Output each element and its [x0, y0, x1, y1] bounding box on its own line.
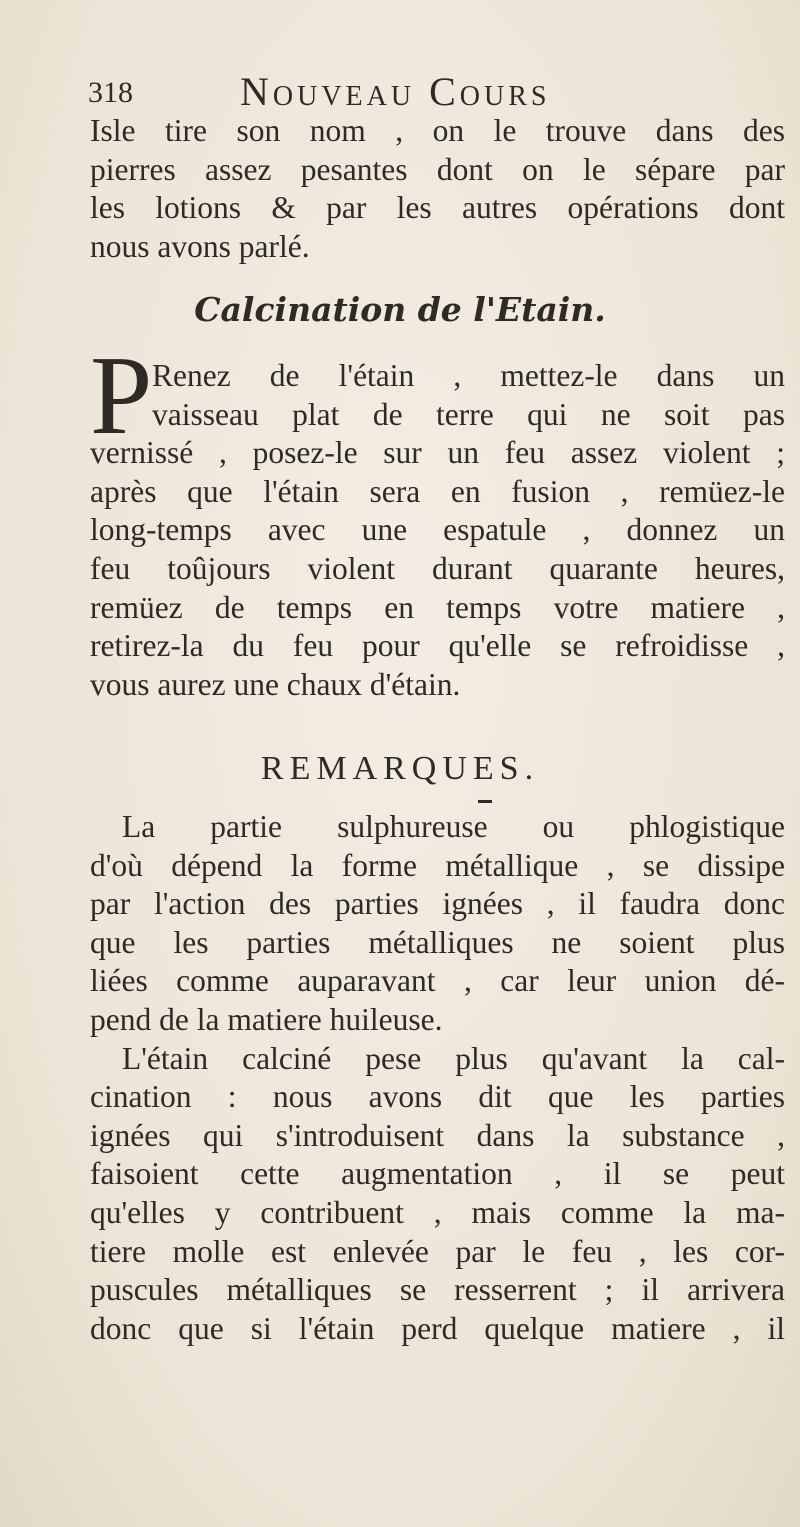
- text-line: que les parties métalliques ne soient plus: [90, 924, 785, 960]
- text-line: d'où dépend la forme métallique , se dissipe: [90, 847, 785, 883]
- text-line: puscules métalliques se resserrent ; il arrivera: [90, 1272, 785, 1308]
- remarks-heading: REMARQUES.: [260, 750, 540, 787]
- text-line: remüez de temps en temps votre matiere ,: [90, 589, 785, 625]
- text-line: cination : nous avons dit que les parties: [90, 1079, 785, 1115]
- text-line: les lotions & par les autres opérations dont: [90, 190, 785, 226]
- text-line: vous aurez une chaux d'étain.: [90, 666, 461, 702]
- text-line: nous avons parlé.: [90, 228, 310, 264]
- text-line: après que l'étain sera en fusion , remüez-le: [90, 473, 785, 509]
- text-line: La partie sulphureuse ou phlogistique: [122, 809, 785, 844]
- text-line: liées comme auparavant , car leur union dé-: [90, 963, 785, 999]
- intro-paragraph: [90, 112, 785, 266]
- text-line: retirez-la du feu pour qu'elle se refroidisse ,: [90, 628, 785, 664]
- text-line: tiere molle est enlevée par le feu , les cor-: [90, 1233, 785, 1269]
- text-line: pierres assez pesantes dont on le sépare par: [90, 151, 785, 187]
- section-heading: Calcination de l'Etain.: [194, 290, 606, 329]
- recipe-paragraph: [90, 357, 785, 704]
- text-line: ignées qui s'introduisent dans la substance ,: [90, 1117, 785, 1153]
- text-line: donc que si l'étain perd quelque matiere , il: [90, 1310, 785, 1346]
- text-line: Isle tire son nom , on le trouve dans des: [90, 113, 785, 148]
- text-line: qu'elles y contribuent , mais comme la ma-: [90, 1194, 785, 1230]
- drop-cap: P: [90, 334, 153, 458]
- text-line: par l'action des parties ignées , il faudra donc: [90, 886, 785, 922]
- remarks-paragraph: [90, 808, 785, 1348]
- text-line: faisoient cette augmentation , il se peut: [90, 1156, 785, 1192]
- page-number: 318: [88, 76, 133, 109]
- text-line: feu toûjours violent durant quarante heures,: [90, 550, 785, 586]
- running-title: Nouveau Cours: [240, 69, 551, 114]
- text-line: vernissé , posez-le sur un feu assez violent ;: [90, 435, 785, 471]
- text-line: L'étain calciné pese plus qu'avant la cal-: [122, 1040, 785, 1076]
- text-line: long-temps avec une espatule , donnez un: [90, 512, 785, 548]
- heading-rule: [478, 800, 492, 803]
- page-header: [80, 68, 760, 112]
- text-line: Renez de l'étain , mettez-le dans un: [152, 358, 785, 393]
- text-line: pend de la matiere huileuse.: [90, 1001, 443, 1037]
- text-line: vaisseau plat de terre qui ne soit pas: [152, 396, 785, 432]
